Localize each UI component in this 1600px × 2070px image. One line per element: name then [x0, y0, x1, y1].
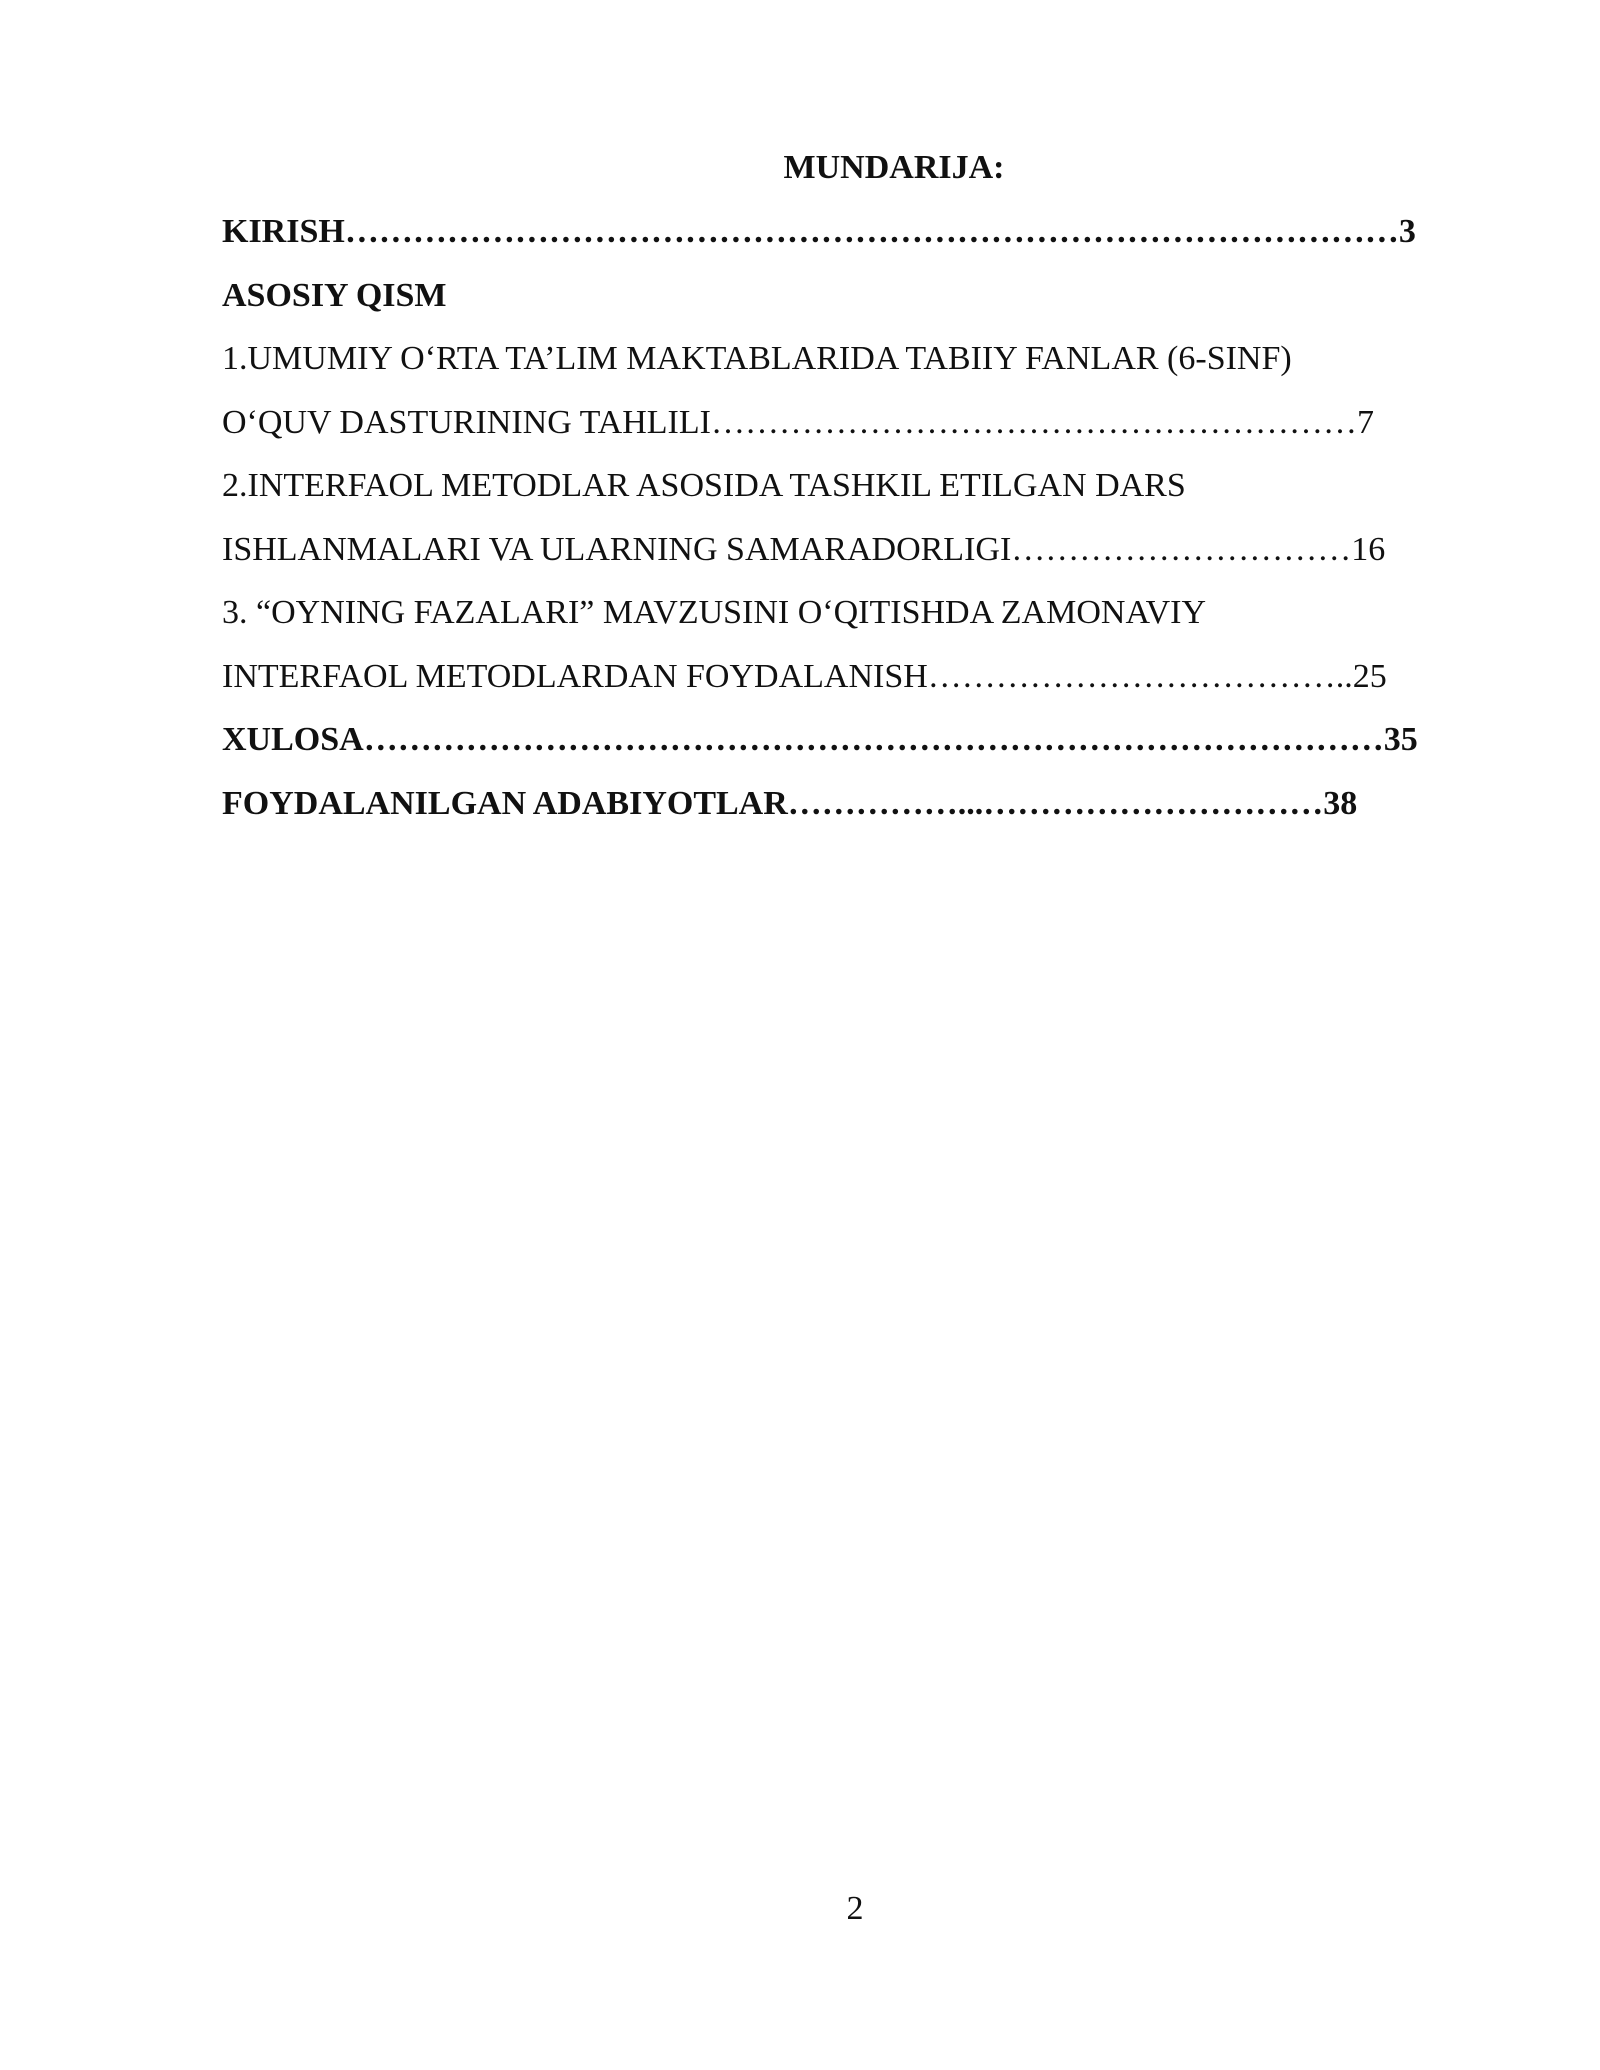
toc-entry-1-line-2: O‘QUV DASTURINING TAHLILI…………………………………………………7 [222, 403, 1374, 441]
page-title: MUNDARIJA: [783, 149, 1005, 186]
toc-entry-3-line-2: INTERFAOL METODLARDAN FOYDALANISH………………………………..25 [222, 657, 1387, 695]
toc-entry-kirish: KIRISH…………………………………………………………………………………3 [222, 213, 1416, 250]
toc-entry-adabiyotlar: FOYDALANILGAN ADABIYOTLAR……………...…………………………38 [222, 784, 1358, 822]
toc-entry-2-line-2: ISHLANMALARI VA ULARNING SAMARADORLIGI…………………………16 [222, 530, 1386, 568]
toc-entry-1-line-1: 1.UMUMIY O‘RTA TA’LIM MAKTABLARIDA TABIIY FANLAR (6-SINF) [222, 340, 1292, 377]
table-of-contents [222, 208, 1482, 843]
page-number: 2 [846, 1890, 864, 1927]
toc-heading-asosiy-qism: ASOSIY QISM [222, 276, 447, 314]
toc-entry-2-line-1: 2.INTERFAOL METODLAR ASOSIDA TASHKIL ETILGAN DARS [222, 467, 1186, 504]
toc-entry-3-line-1: 3. “OYNING FAZALARI” MAVZUSINI O‘QITISHDA ZAMONAVIY [222, 594, 1207, 631]
toc-entry-xulosa: XULOSA………………………………………………………………………………35 [222, 721, 1418, 758]
